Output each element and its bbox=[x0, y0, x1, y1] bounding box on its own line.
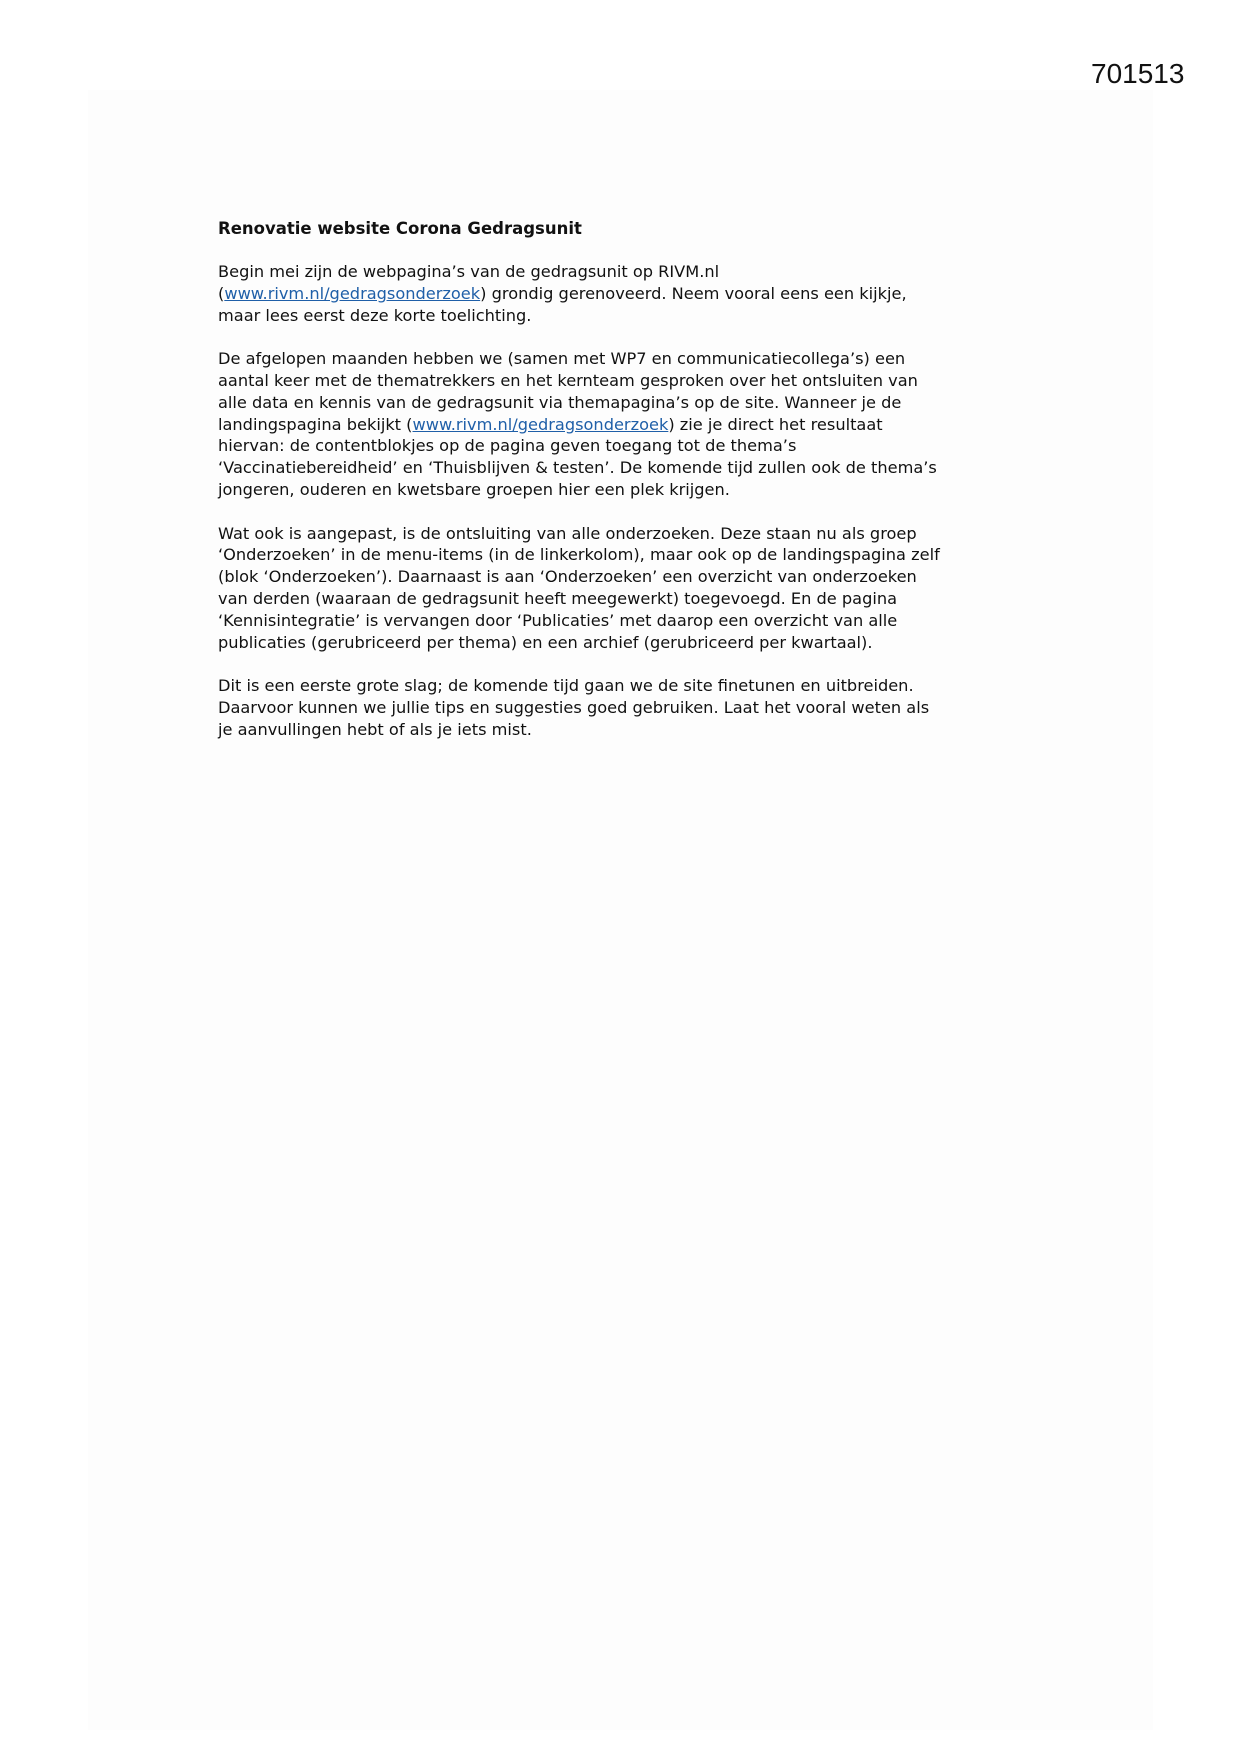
text-line bbox=[218, 392, 1048, 414]
text-segment: alle data en kennis van de gedragsunit via themapagina’s op de site. Wanneer je de bbox=[218, 392, 902, 412]
paragraph bbox=[218, 675, 1048, 740]
text-line bbox=[218, 697, 1048, 719]
text-segment: Daarvoor kunnen we jullie tips en suggesties goed gebruiken. Laat het vooral weten als bbox=[218, 697, 930, 717]
text-segment: ) grondig gerenoveerd. Neem vooral eens een kijkje, bbox=[480, 283, 907, 303]
text-segment: aantal keer met de thematrekkers en het kernteam gesproken over het ontsluiten van bbox=[218, 370, 918, 390]
gedragsonderzoek-link[interactable]: www.rivm.nl/gedragsonderzoek bbox=[224, 283, 481, 303]
text-segment: hiervan: de contentblokjes op de pagina geven toegang tot de thema’s bbox=[218, 436, 797, 456]
text-segment: je aanvullingen hebt of als je iets mist. bbox=[218, 719, 532, 739]
text-segment: De afgelopen maanden hebben we (samen met WP7 en communicatiecollega’s) een bbox=[218, 349, 906, 369]
text-segment: jongeren, ouderen en kwetsbare groepen hier een plek krijgen. bbox=[218, 479, 730, 499]
text-segment: ‘Onderzoeken’ in de menu-items (in de linkerkolom), maar ook op de landingspagina zelf bbox=[218, 545, 940, 565]
text-line bbox=[218, 632, 1048, 654]
paragraph bbox=[218, 261, 1048, 326]
text-segment: landingspagina bekijkt ( bbox=[218, 414, 413, 434]
text-line bbox=[218, 610, 1048, 632]
text-segment: van derden (waaraan de gedragsunit heeft meegewerkt) toegevoegd. En de pagina bbox=[218, 588, 898, 608]
gedragsonderzoek-link[interactable]: www.rivm.nl/gedragsonderzoek bbox=[412, 414, 669, 434]
text-line bbox=[218, 588, 1048, 610]
text-line bbox=[218, 414, 1048, 436]
text-segment: ( bbox=[218, 283, 225, 303]
text-line bbox=[218, 544, 1048, 566]
text-segment: publicaties (gerubriceerd per thema) en een archief (gerubriceerd per kwartaal). bbox=[218, 632, 873, 652]
text-line bbox=[218, 261, 1048, 283]
text-segment: ‘Vaccinatiebereidheid’ en ‘Thuisblijven & testen’. De komende tijd zullen ook de thema’s bbox=[218, 458, 937, 478]
paragraphs bbox=[218, 261, 1048, 741]
text-segment: maar lees eerst deze korte toelichting. bbox=[218, 305, 532, 325]
text-segment: Dit is een eerste grote slag; de komende tijd gaan we de site finetunen en uitbreiden. bbox=[218, 676, 914, 696]
document-title: Renovatie website Corona Gedragsunit bbox=[218, 219, 582, 238]
text-segment: Begin mei zijn de webpagina’s van de gedragsunit op RIVM.nl bbox=[218, 262, 720, 281]
text-line bbox=[218, 719, 1048, 741]
document-number: 701513 bbox=[1091, 58, 1185, 89]
text-line bbox=[218, 675, 1048, 697]
paragraph bbox=[218, 523, 1048, 654]
text-line bbox=[218, 370, 1048, 392]
text-line bbox=[218, 479, 1048, 501]
text-line bbox=[218, 305, 1048, 327]
text-segment: (blok ‘Onderzoeken’). Daarnaast is aan ‘Onderzoeken’ een overzicht van onderzoeken bbox=[218, 567, 917, 587]
document-body bbox=[218, 218, 1048, 762]
text-segment: ‘Kennisintegratie’ is vervangen door ‘Publicaties’ met daarop een overzicht van alle bbox=[218, 610, 898, 630]
text-segment: Wat ook is aangepast, is de ontsluiting van alle onderzoeken. Deze staan nu als groep bbox=[218, 523, 917, 543]
text-line bbox=[218, 283, 1048, 305]
text-segment: ) zie je direct het resultaat bbox=[668, 414, 883, 434]
paragraph bbox=[218, 348, 1048, 501]
text-line bbox=[218, 348, 1048, 370]
text-line bbox=[218, 457, 1048, 479]
text-line bbox=[218, 566, 1048, 588]
text-line bbox=[218, 435, 1048, 457]
text-line bbox=[218, 523, 1048, 545]
